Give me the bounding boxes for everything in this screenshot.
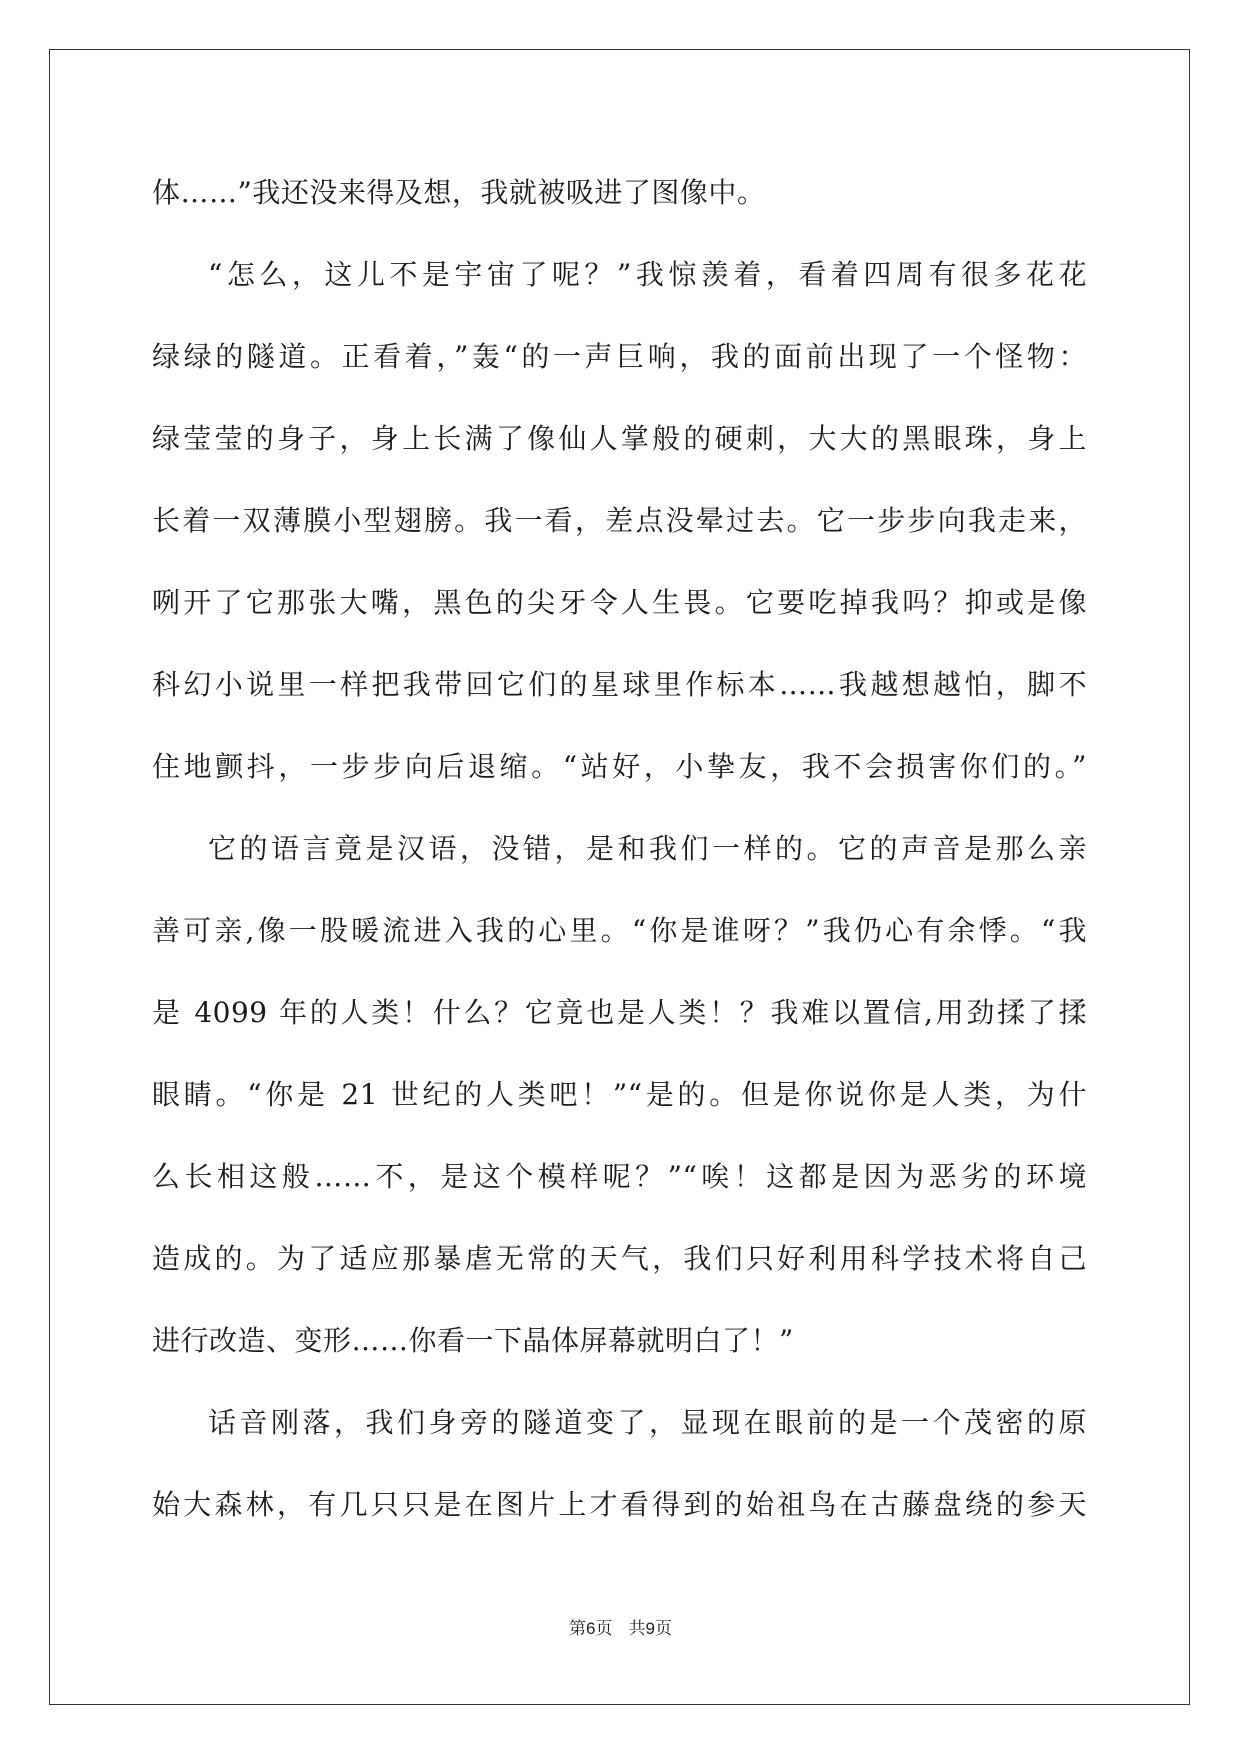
text-line: 科幻小说里一样把我带回它们的星球里作标本……我越想越怕，脚不: [152, 668, 1087, 701]
text-line: 造成的。为了适应那暴虐无常的天气，我们只好利用科学技术将自己: [152, 1242, 1087, 1275]
page-number-suffix: 页: [595, 1619, 613, 1639]
paragraph-start-line: 它的语言竟是汉语，没错，是和我们一样的。它的声音是那么亲: [208, 832, 1087, 865]
text-line: 咧开了它那张大嘴，黑色的尖牙令人生畏。它要吃掉我吗？抑或是像: [152, 586, 1087, 619]
text-line: 眼睛。“你是 21 世纪的人类吧！”“是的。但是你说你是人类，为什: [152, 1078, 1087, 1111]
page-number-total: 9: [645, 1619, 655, 1638]
text-line: 住地颤抖，一步步向后退缩。“站好，小挚友，我不会损害你们的。”: [152, 750, 1087, 783]
text-line: 么长相这般……不，是这个模样呢？”“唉！这都是因为恶劣的环境: [152, 1160, 1087, 1193]
paragraph-start-line: 话音刚落，我们身旁的隧道变了，显现在眼前的是一个茂密的原: [208, 1406, 1087, 1439]
page-number-prefix: 第: [569, 1619, 587, 1639]
page-footer: [0, 1614, 1241, 1639]
text-line: 始大森林，有几只只是在图片上才看得到的始祖鸟在古藤盘绕的参天: [152, 1488, 1087, 1521]
text-line: 进行改造、变形……你看一下晶体屏幕就明白了！”: [152, 1324, 794, 1357]
paragraph-start-line: “怎么，这儿不是宇宙了呢？”我惊羡着，看着四周有很多花花: [208, 258, 1087, 291]
text-line: 绿莹莹的身子，身上长满了像仙人掌般的硬刺，大大的黑眼珠，身上: [152, 422, 1087, 455]
text-line: 长着一双薄膜小型翅膀。我一看，差点没晕过去。它一步步向我走来，: [152, 504, 1087, 537]
text-line: 体……”我还没来得及想，我就被吸进了图像中。: [152, 176, 766, 209]
page-total-prefix: 共: [628, 1619, 646, 1639]
document-body: [152, 152, 1087, 1546]
page-total-suffix: 页: [654, 1619, 672, 1639]
text-line: 是 4099 年的人类！什么？它竟也是人类！？我难以置信,用劲揉了揉: [152, 996, 1087, 1029]
text-line: 善可亲,像一股暖流进入我的心里。“你是谁呀？”我仍心有余悸。“我: [152, 914, 1087, 947]
text-line: 绿绿的隧道。正看着，”轰“的一声巨响，我的面前出现了一个怪物：: [152, 340, 1087, 373]
page-number-current: 6: [586, 1619, 596, 1638]
